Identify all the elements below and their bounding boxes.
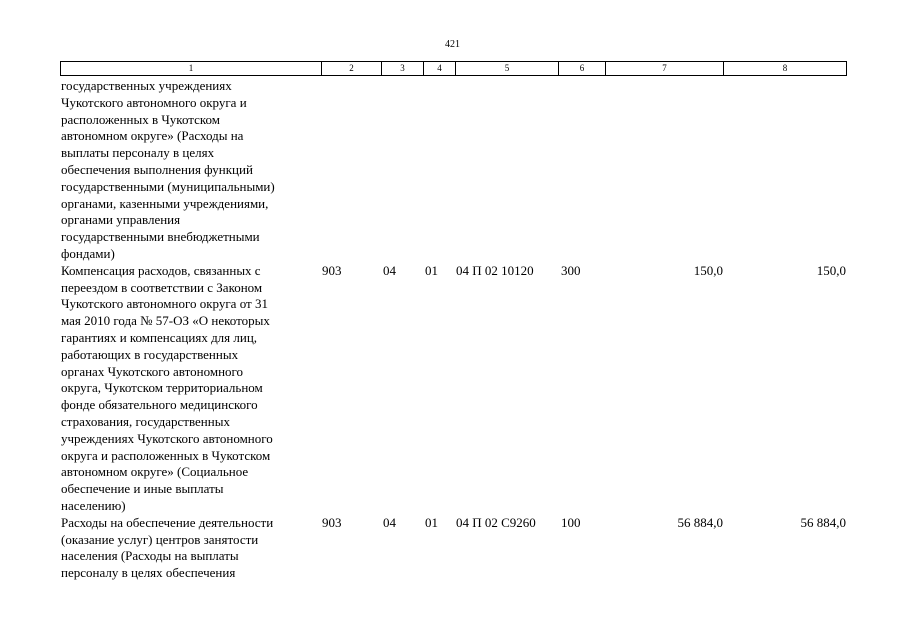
header-col-4: 4 bbox=[424, 62, 456, 76]
cell-amount-1: 150,0 bbox=[693, 262, 723, 278]
table-body bbox=[60, 78, 846, 582]
description-line: работающих в государственных bbox=[61, 346, 239, 362]
row-description bbox=[60, 78, 321, 263]
header-col-6: 6 bbox=[559, 62, 606, 76]
description-line: органами, казенными учреждениями, bbox=[61, 195, 269, 211]
cell-amount-2: 150,0 bbox=[816, 262, 846, 278]
description-line: государственными внебюджетными bbox=[61, 229, 260, 245]
table-row bbox=[60, 263, 846, 515]
cell-target-article: 04 П 02 10120 bbox=[456, 262, 534, 278]
cell-amount-1: 56 884,0 bbox=[677, 514, 723, 530]
cell-subsection: 01 bbox=[425, 262, 438, 278]
cell-ministry-code: 903 bbox=[322, 262, 342, 278]
description-line: округа и расположенных в Чукотском bbox=[61, 447, 271, 463]
description-line: фонде обязательного медицинского bbox=[61, 397, 258, 413]
description-line: мая 2010 года № 57-ОЗ «О некоторых bbox=[61, 313, 270, 329]
cell-ministry-code: 903 bbox=[322, 514, 342, 530]
header-col-3: 3 bbox=[382, 62, 424, 76]
description-line: автономном округе» (Социальное bbox=[61, 464, 249, 480]
header-col-2: 2 bbox=[322, 62, 382, 76]
header-col-1: 1 bbox=[61, 62, 322, 76]
description-line: гарантиях и компенсациях для лиц, bbox=[61, 329, 258, 345]
cell-expense-type bbox=[558, 78, 605, 263]
description-line: государственных учреждениях bbox=[61, 78, 232, 93]
description-line: Чукотского автономного округа от 31 bbox=[61, 296, 268, 312]
description-line: переездом в соответствии с Законом bbox=[61, 279, 263, 295]
description-line: страхования, государственных bbox=[61, 413, 230, 429]
description-line: автономном округе» (Расходы на bbox=[61, 128, 244, 144]
table-row bbox=[60, 515, 846, 582]
description-line: Компенсация расходов, связанных с bbox=[61, 262, 261, 278]
description-line: органами управления bbox=[61, 212, 181, 228]
cell-section bbox=[381, 78, 423, 263]
description-line: органах Чукотского автономного bbox=[61, 363, 244, 379]
cell-amount-2 bbox=[723, 78, 846, 263]
description-line: Расходы на обеспечение деятельности bbox=[61, 514, 274, 530]
cell-subsection bbox=[423, 78, 455, 263]
cell-expense-type: 300 bbox=[561, 262, 581, 278]
cell-target-article bbox=[455, 78, 558, 263]
description-line: расположенных в Чукотском bbox=[61, 111, 221, 127]
description-line: Чукотского автономного округа и bbox=[61, 94, 247, 110]
header-col-8: 8 bbox=[724, 62, 847, 76]
header-col-7: 7 bbox=[606, 62, 724, 76]
description-line: обеспечение и иные выплаты bbox=[61, 481, 224, 497]
table-header bbox=[60, 61, 847, 76]
cell-expense-type: 100 bbox=[561, 514, 581, 530]
row-description bbox=[60, 263, 321, 515]
description-line: обеспечения выполнения функций bbox=[61, 161, 253, 177]
description-line: фондами) bbox=[61, 245, 115, 261]
cell-target-article: 04 П 02 С9260 bbox=[456, 514, 536, 530]
description-line: округа, Чукотском территориальном bbox=[61, 380, 263, 396]
description-line: персоналу в целях обеспечения bbox=[61, 565, 236, 581]
cell-subsection: 01 bbox=[425, 514, 438, 530]
cell-section: 04 bbox=[383, 514, 396, 530]
row-description bbox=[60, 515, 321, 582]
page-number: 421 bbox=[445, 39, 460, 50]
description-line: населения (Расходы на выплаты bbox=[61, 548, 239, 564]
table-row bbox=[60, 78, 846, 263]
description-line: государственными (муниципальными) bbox=[61, 178, 275, 194]
cell-ministry-code bbox=[321, 78, 381, 263]
cell-amount-2: 56 884,0 bbox=[800, 514, 846, 530]
description-line: учреждениях Чукотского автономного bbox=[61, 430, 273, 446]
description-line: (оказание услуг) центров занятости bbox=[61, 531, 259, 547]
cell-section: 04 bbox=[383, 262, 396, 278]
description-line: населению) bbox=[61, 497, 126, 513]
description-line: выплаты персоналу в целях bbox=[61, 145, 215, 161]
header-col-5: 5 bbox=[456, 62, 559, 76]
cell-amount-1 bbox=[605, 78, 723, 263]
